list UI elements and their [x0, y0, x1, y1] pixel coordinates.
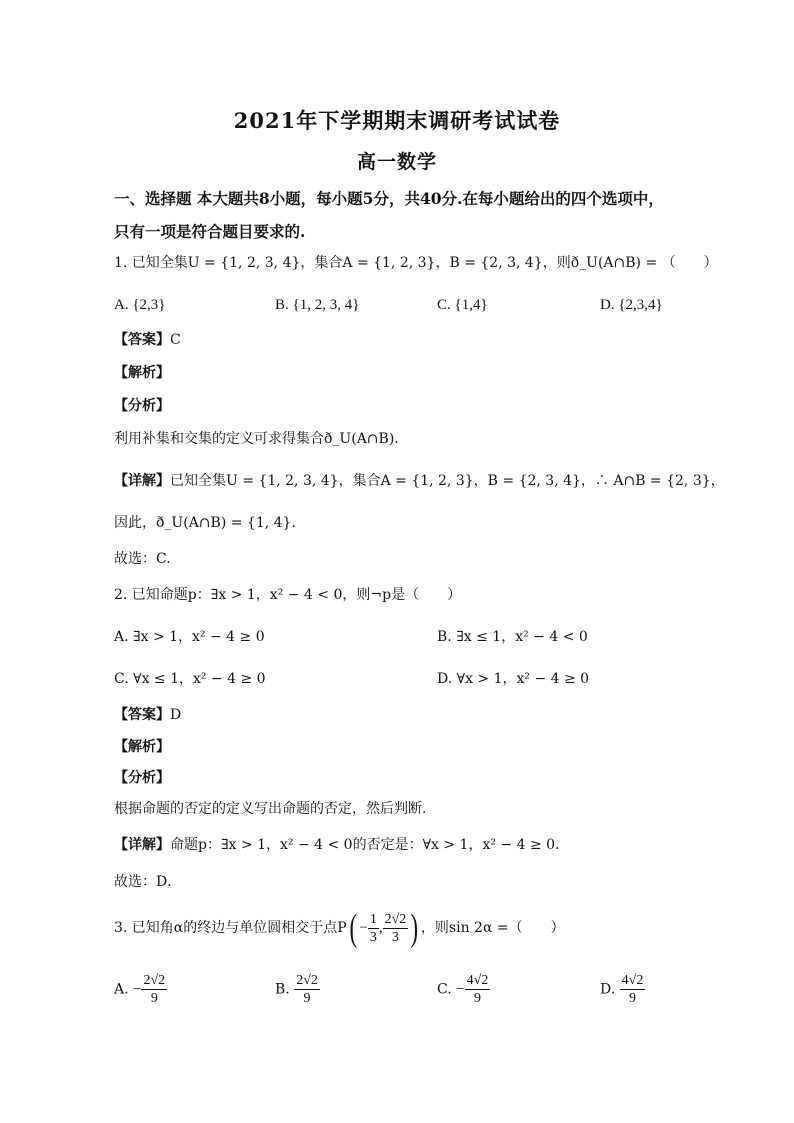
q1-option-a: A. {2,3} — [114, 297, 166, 313]
q1-detail-text: 已知全集U = {1, 2, 3, 4}，集合A = {1, 2, 3}，B = {2, 3, 4}，∴ A∩B = {2, 3}， — [170, 473, 725, 489]
section-line-2: 只有一项是符合题目要求的. — [114, 222, 306, 241]
q1-option-d: D. {2,3,4} — [600, 297, 663, 313]
q1-conclusion: 故选：C. — [114, 551, 171, 567]
q1-option-b: B. {1, 2, 3, 4} — [275, 297, 360, 313]
q2-option-c: C. ∀x ≤ 1，x² − 4 ≥ 0 — [114, 671, 266, 687]
q3-paren-open: ( — [349, 907, 357, 949]
q3-option-a — [114, 972, 167, 1007]
q3-point-x — [368, 911, 379, 946]
q2-option-b: B. ∃x ≤ 1，x² − 4 < 0 — [437, 629, 588, 645]
q3-option-a-num: 2√2 — [143, 973, 166, 988]
q2-detail-tag: 【详解】 — [114, 837, 170, 853]
q3-option-c-label: C. — [437, 981, 452, 998]
q2-fenxi-tag: 【分析】 — [114, 770, 170, 786]
q1-fenxi-tag: 【分析】 — [114, 398, 170, 414]
section-line-1: 一、选择题 本大题共8小题，每小题5分，共40分.在每小题给出的四个选项中， — [114, 189, 664, 208]
section-header — [114, 182, 694, 248]
q1-fenxi-text: 利用补集和交集的定义可求得集合ð_U(A∩B). — [114, 431, 399, 447]
q3-option-b-frac — [294, 972, 320, 1007]
q3-paren-close: ) — [410, 907, 419, 949]
q2-answer-tag: 【答案】 — [114, 707, 170, 723]
q3-option-b — [275, 972, 320, 1007]
q3-option-b-num: 2√2 — [296, 973, 318, 988]
page-title: 2021年下学期期末调研考试试卷 — [233, 108, 561, 133]
q2-stem: 2. 已知命题p：∃x > 1，x² − 4 < 0，则¬p是（ ） — [114, 587, 462, 603]
q3-option-b-label: B. — [275, 981, 290, 998]
q2-option-d: D. ∀x > 1，x² − 4 ≥ 0 — [437, 671, 590, 687]
q2-conclusion: 故选：D． — [114, 874, 182, 890]
q2-detail — [114, 835, 569, 855]
q3-option-a-sign: − — [133, 981, 142, 998]
q3-point-y-den: 3 — [391, 929, 399, 945]
q3-comma: , — [378, 920, 383, 936]
q2-answer-value: D — [170, 707, 182, 723]
q1-detail — [114, 471, 725, 491]
q2-option-a: A. ∃x > 1，x² − 4 ≥ 0 — [114, 629, 265, 645]
q1-detail-line-2: 因此，ð_U(A∩B) = {1, 4}. — [114, 515, 296, 531]
q1-analysis-tag: 【解析】 — [114, 365, 170, 381]
q2-fenxi-text: 根据命题的否定的定义写出命题的否定，然后判断． — [114, 801, 436, 817]
q1-answer — [114, 330, 181, 350]
q2-detail-text: 命题p：∃x > 1，x² − 4 < 0的否定是：∀x > 1，x² − 4 ≥ 0． — [170, 837, 570, 853]
q3-point-y-num: 2√2 — [384, 911, 407, 927]
q3-point-y — [383, 911, 409, 946]
q3-option-d-den: 9 — [628, 991, 636, 1006]
q3-option-c-num: 4√2 — [466, 973, 489, 988]
q1-option-c: C. {1,4} — [437, 297, 488, 313]
q3-stem-suffix: ，则sin 2α =（ ） — [420, 920, 565, 936]
q3-option-c-den: 9 — [473, 991, 481, 1006]
q3-option-a-den: 9 — [150, 991, 158, 1006]
q3-option-c-frac — [465, 972, 491, 1007]
q1-stem: 1. 已知全集U = {1, 2, 3, 4}，集合A = {1, 2, 3}，B = {2, 3, 4}，则ð_U(A∩B) = （ ） — [114, 255, 718, 271]
q3-point-x-num: 1 — [369, 911, 377, 927]
q1-answer-tag: 【答案】 — [114, 332, 170, 348]
q3-option-d-label: D. — [600, 981, 616, 998]
q3-minus: − — [359, 920, 368, 936]
q3-stem-prefix: 3. 已知角α的终边与单位圆相交于点P — [114, 920, 347, 936]
q3-point-x-den: 3 — [369, 929, 377, 945]
q2-analysis-tag: 【解析】 — [114, 739, 170, 755]
q3-option-d — [600, 972, 645, 1007]
q3-option-c-sign: − — [456, 981, 465, 998]
q3-option-d-num: 4√2 — [621, 973, 644, 988]
q3-stem — [114, 908, 565, 948]
q3-option-d-frac — [620, 972, 646, 1007]
q1-answer-value: C — [170, 332, 181, 348]
q3-option-b-den: 9 — [303, 991, 311, 1006]
q3-option-a-label: A. — [114, 981, 129, 998]
q3-option-c — [437, 972, 490, 1007]
page-subtitle: 高一数学 — [356, 151, 437, 173]
q1-detail-tag: 【详解】 — [114, 473, 170, 489]
q3-option-a-frac — [141, 972, 167, 1007]
q2-answer — [114, 705, 181, 725]
